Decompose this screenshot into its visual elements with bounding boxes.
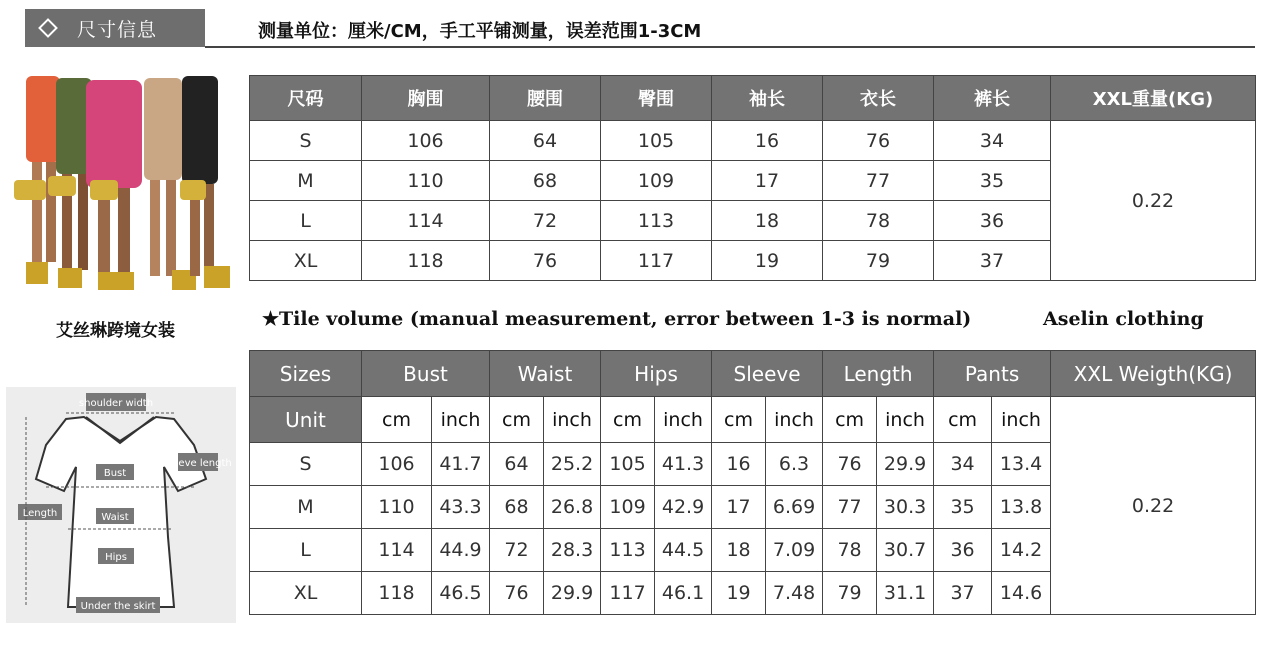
table-cell: 72 [490,201,601,241]
product-photo [12,76,234,294]
table-cell: S [250,443,362,486]
col-header: 臀围 [601,76,712,121]
col-header: 腰围 [490,76,601,121]
col-header: XXL重量(KG) [1051,76,1256,121]
unit-cell: inch [877,397,934,443]
table-cell: 110 [362,161,490,201]
diagram-label-length: Length [22,508,58,519]
table-cell: 106 [362,121,490,161]
col-header: Hips [601,351,712,397]
table-cell: 105 [601,443,655,486]
table-cell: 35 [934,486,992,529]
table-cell: 37 [934,241,1051,281]
table-cell: 16 [712,121,823,161]
table-cell: 6.3 [766,443,823,486]
photo-caption: 艾丝琳跨境女装 [56,321,175,341]
brand-name: Aselin clothing [1043,308,1204,330]
table-cell: 78 [823,201,934,241]
table-cell: 26.8 [544,486,601,529]
table-cell: 106 [362,443,432,486]
table-cell: 13.8 [992,486,1051,529]
col-header: 衣长 [823,76,934,121]
table-cell: 117 [601,572,655,615]
table-cell: 46.1 [655,572,712,615]
table-cell: 117 [601,241,712,281]
table-cell: 18 [712,201,823,241]
col-header: Waist [490,351,601,397]
table-cell: 19 [712,572,766,615]
table-cell: 28.3 [544,529,601,572]
measurement-diagram [6,387,236,623]
table-cell: 29.9 [877,443,934,486]
size-table-cn [249,75,1256,281]
section-tag-label: 尺寸信息 [77,18,158,41]
diagram-label-bust: Bust [103,468,127,479]
table-cell: 13.4 [992,443,1051,486]
weight-cell: 0.22 [1051,121,1256,281]
table-cell: 79 [823,572,877,615]
diagram-label-shoulder: shoulder width [78,398,154,409]
table-cell: 41.3 [655,443,712,486]
col-header: Sleeve [712,351,823,397]
table-cell: L [250,529,362,572]
col-header: 裤长 [934,76,1051,121]
table-cell: 64 [490,443,544,486]
table-header-row [250,76,1256,121]
unit-label: Unit [250,397,362,443]
table-cell: 113 [601,201,712,241]
table-cell: L [250,201,362,241]
section-tag [25,9,205,47]
unit-cell: cm [601,397,655,443]
table-cell: XL [250,572,362,615]
table-cell: 16 [712,443,766,486]
diagram-label-under-skirt: Under the skirt [80,601,156,612]
diamond-icon [38,18,58,38]
unit-row [250,397,1256,443]
table-cell: 110 [362,486,432,529]
table-cell: 109 [601,161,712,201]
header-divider [205,46,1255,48]
col-header: Bust [362,351,490,397]
table-cell: 29.9 [544,572,601,615]
unit-cell: inch [992,397,1051,443]
size-table-en [249,350,1256,615]
table-row [250,121,1256,161]
table-cell: 77 [823,161,934,201]
table-cell: 78 [823,529,877,572]
table-cell: 14.6 [992,572,1051,615]
diagram-label-hips: Hips [105,552,127,563]
table-cell: 34 [934,443,992,486]
table-cell: 18 [712,529,766,572]
table-cell: 34 [934,121,1051,161]
table-cell: 25.2 [544,443,601,486]
measurement-note: 测量单位：厘米/CM，手工平铺测量，误差范围1-3CM [258,21,702,42]
table-cell: S [250,121,362,161]
unit-cell: inch [432,397,490,443]
table-cell: 77 [823,486,877,529]
table-cell: 118 [362,572,432,615]
table-cell: 17 [712,486,766,529]
table-cell: M [250,486,362,529]
unit-cell: inch [766,397,823,443]
table-cell: XL [250,241,362,281]
table-cell: 64 [490,121,601,161]
table-cell: 14.2 [992,529,1051,572]
table-cell: 113 [601,529,655,572]
col-header: Length [823,351,934,397]
table-cell: 36 [934,529,992,572]
table-cell: 118 [362,241,490,281]
unit-cell: cm [490,397,544,443]
table-cell: 68 [490,486,544,529]
table-header-row [250,351,1256,397]
table-cell: 37 [934,572,992,615]
diagram-label-waist: Waist [101,512,129,523]
table-cell: 44.9 [432,529,490,572]
table-cell: 46.5 [432,572,490,615]
table-cell: 36 [934,201,1051,241]
table-cell: 79 [823,241,934,281]
measurement-note-en: ★Tile volume (manual measurement, error between 1-3 is normal) [262,308,972,330]
table-cell: 44.5 [655,529,712,572]
table-cell: 76 [823,121,934,161]
unit-cell: cm [712,397,766,443]
col-header: 胸围 [362,76,490,121]
table-cell: 114 [362,201,490,241]
unit-cell: inch [544,397,601,443]
col-header: XXL Weigth(KG) [1051,351,1256,397]
unit-cell: cm [934,397,992,443]
table-cell: 7.09 [766,529,823,572]
table-cell: 76 [823,443,877,486]
table-cell: 72 [490,529,544,572]
table-cell: 42.9 [655,486,712,529]
col-header: Sizes [250,351,362,397]
col-header: Pants [934,351,1051,397]
table-cell: 76 [490,572,544,615]
table-cell: 30.7 [877,529,934,572]
table-cell: 19 [712,241,823,281]
table-cell: 43.3 [432,486,490,529]
table-cell: 68 [490,161,601,201]
table-cell: 17 [712,161,823,201]
table-cell: 35 [934,161,1051,201]
table-cell: 7.48 [766,572,823,615]
table-cell: 114 [362,529,432,572]
table-cell: 30.3 [877,486,934,529]
table-cell: 41.7 [432,443,490,486]
col-header: 尺码 [250,76,362,121]
model-figures [14,76,230,290]
unit-cell: cm [823,397,877,443]
table-cell: 31.1 [877,572,934,615]
weight-cell: 0.22 [1051,397,1256,615]
table-cell: M [250,161,362,201]
unit-cell: inch [655,397,712,443]
unit-cell: cm [362,397,432,443]
table-cell: 105 [601,121,712,161]
col-header: 袖长 [712,76,823,121]
diagram-label-sleeve: sleeve length [164,458,232,469]
table-cell: 6.69 [766,486,823,529]
table-cell: 76 [490,241,601,281]
table-cell: 109 [601,486,655,529]
